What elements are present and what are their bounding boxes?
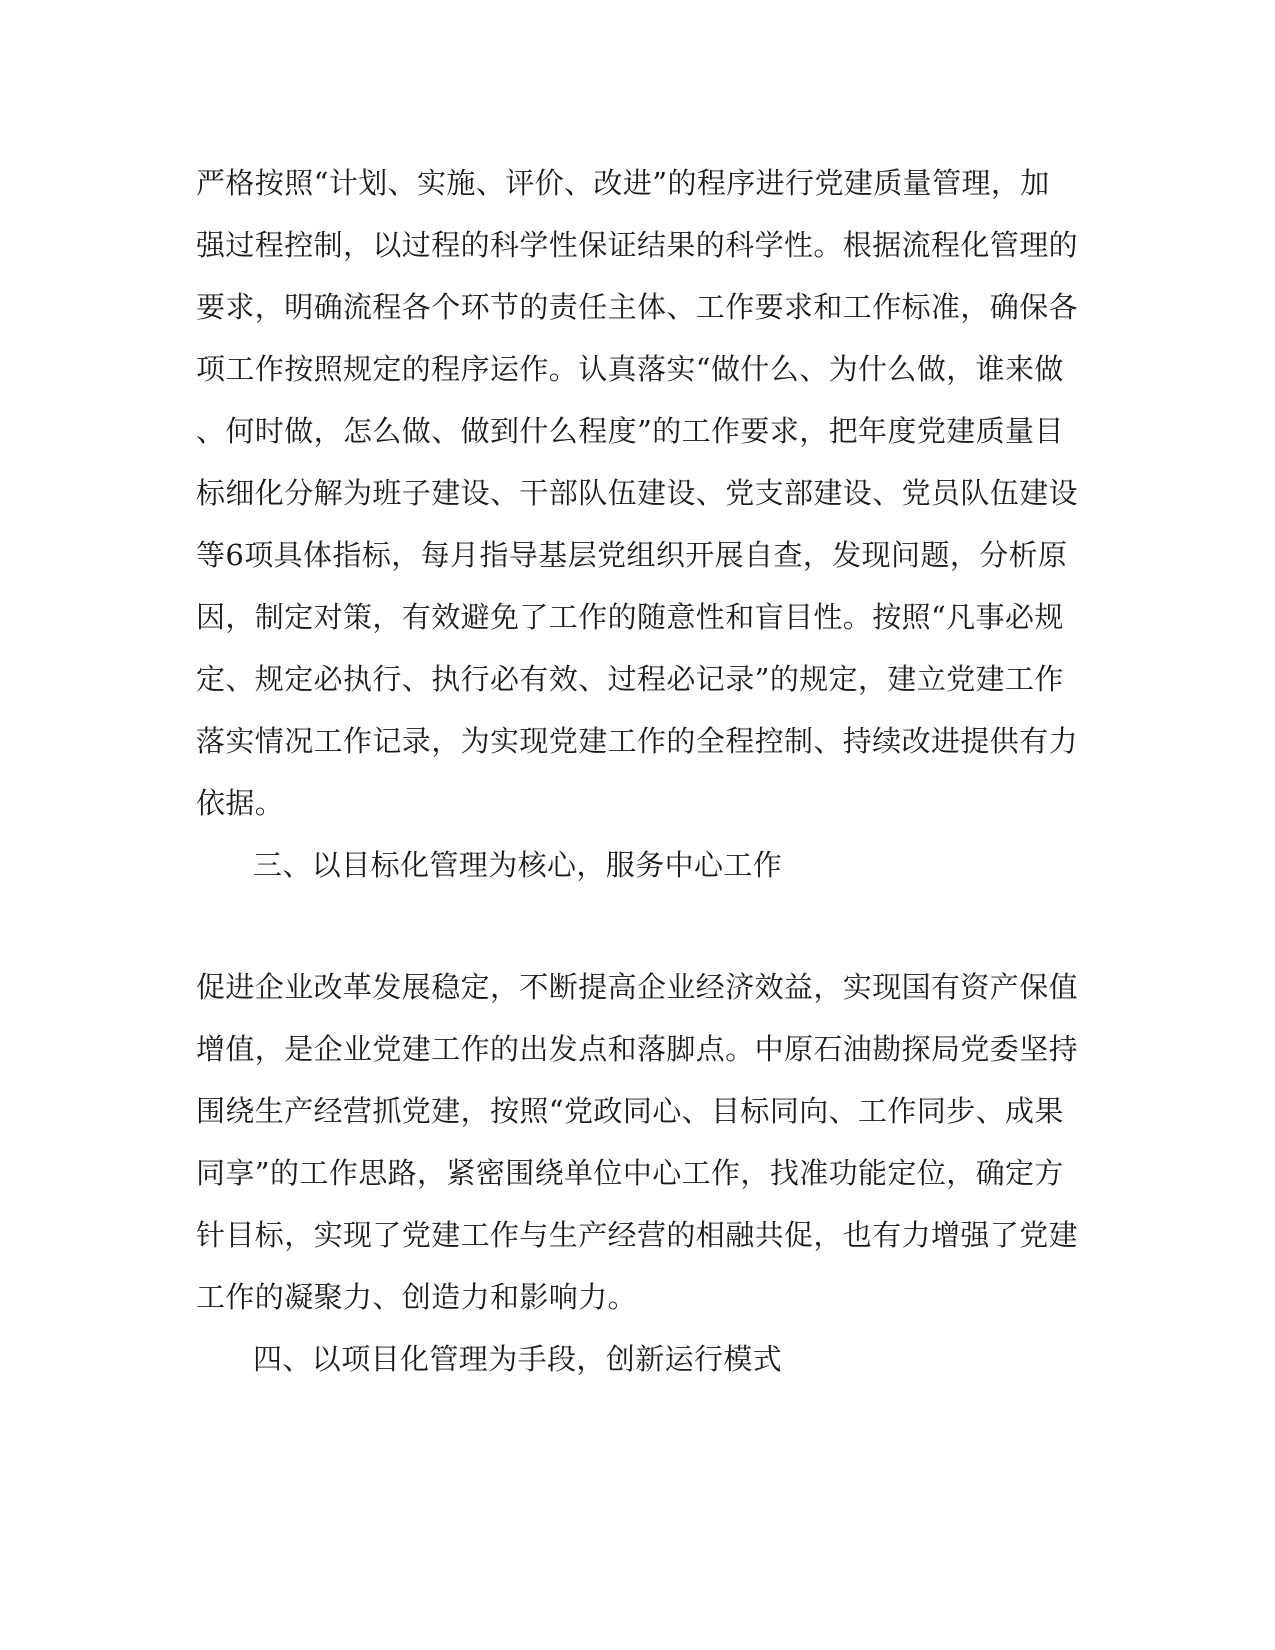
paragraph-line: 、何时做，怎么做、做到什么程度”的工作要求，把年度党建质量目 [196,414,1064,448]
paragraph-line: 落实情况工作记录，为实现党建工作的全程控制、持续改进提供有力 [196,724,1079,758]
paragraph-line: 因，制定对策，有效避免了工作的随意性和盲目性。按照“凡事必规 [196,600,1064,634]
paragraph-line: 同享”的工作思路，紧密围绕单位中心工作，找准功能定位，确定方 [196,1156,1064,1190]
paragraph-line: 针目标，实现了党建工作与生产经营的相融共促，也有力增强了党建 [196,1218,1079,1252]
section-heading-3: 三、以目标化管理为核心，服务中心工作 [253,848,783,882]
paragraph-line: 项工作按照规定的程序运作。认真落实“做什么、为什么做，谁来做 [196,352,1064,386]
paragraph-line: 等6项具体指标，每月指导基层党组织开展自查，发现问题，分析原 [196,538,1068,572]
section-heading-4: 四、以项目化管理为手段，创新运行模式 [253,1342,783,1376]
paragraph-line: 依据。 [196,786,285,820]
paragraph-line: 强过程控制，以过程的科学性保证结果的科学性。根据流程化管理的 [196,228,1079,262]
paragraph-line: 促进企业改革发展稳定，不断提高企业经济效益，实现国有资产保值 [196,970,1079,1004]
paragraph-line: 围绕生产经营抓党建，按照“党政同心、目标同向、工作同步、成果 [196,1094,1064,1128]
paragraph-line: 增值，是企业党建工作的出发点和落脚点。中原石油勘探局党委坚持 [196,1032,1079,1066]
paragraph-line: 严格按照“计划、实施、评价、改进”的程序进行党建质量管理，加 [196,166,1050,200]
paragraph-line: 标细化分解为班子建设、干部队伍建设、党支部建设、党员队伍建设 [196,476,1079,510]
paragraph-line: 定、规定必执行、执行必有效、过程必记录”的规定，建立党建工作 [196,662,1064,696]
paragraph-line: 要求，明确流程各个环节的责任主体、工作要求和工作标准，确保各 [196,290,1079,324]
paragraph-line: 工作的凝聚力、创造力和影响力。 [196,1280,638,1314]
